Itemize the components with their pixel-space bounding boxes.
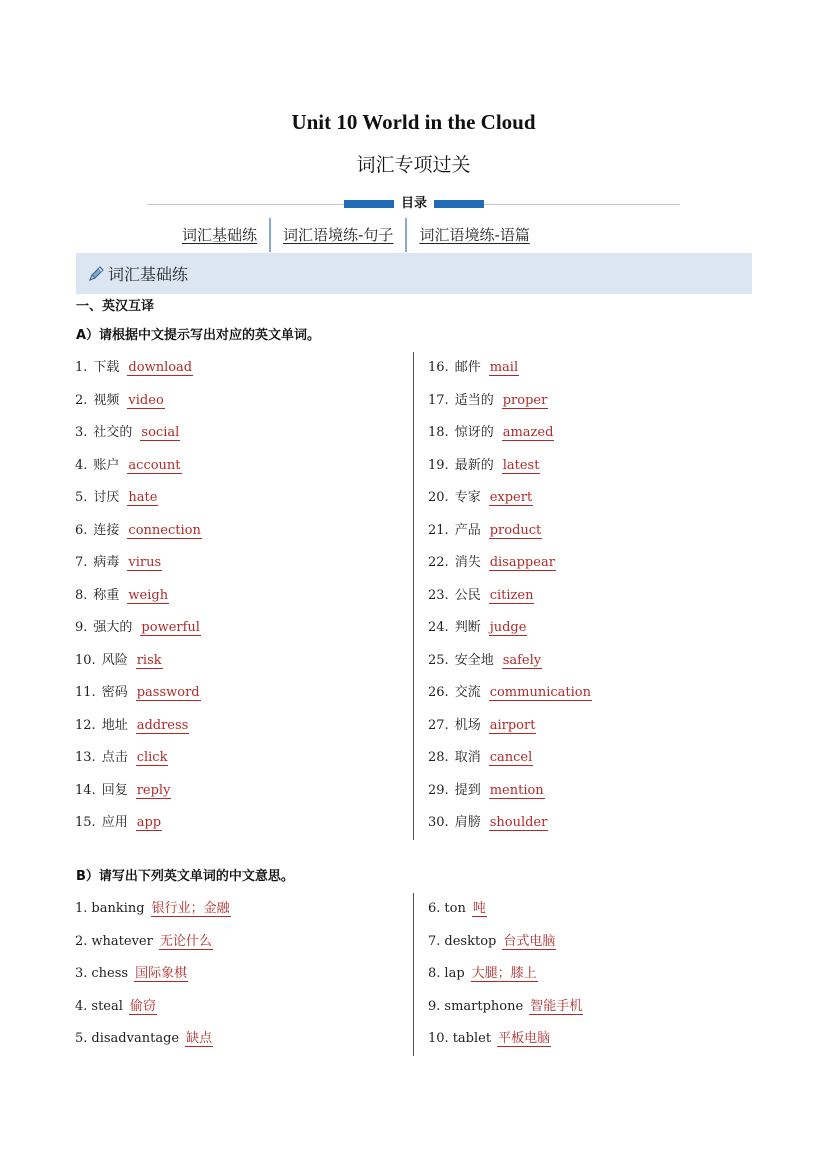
english-answer: video [128,392,164,408]
item-number: 17. [428,392,449,408]
chinese-prompt: 讨厌 [93,490,120,505]
english-answer: shoulder [489,815,548,830]
english-answer: powerful [141,620,200,635]
english-answer: safely [502,652,542,668]
list-item [428,456,540,476]
chinese-prompt: 安全地 [454,652,494,668]
list-item [428,813,548,833]
item-number: 24. [428,620,449,635]
english-word: ton [444,901,466,916]
item-number: 9. [75,620,88,635]
english-answer: expert [489,490,533,505]
chinese-prompt: 风险 [101,652,128,668]
page-title: Unit 10 World in the Cloud [291,110,536,134]
list-item [428,716,536,736]
item-number: 14. [75,782,96,798]
item-number: 21. [428,522,449,538]
list-item [75,748,168,768]
english-answer: cancel [489,750,533,765]
chinese-prompt: 肩膀 [454,815,481,830]
toc-link-passage[interactable]: 词汇语境练-语篇 [419,226,530,244]
item-number: 10. [428,1031,449,1046]
item-number: 4. [75,998,88,1014]
english-word: whatever [91,933,153,949]
list-item [428,358,519,378]
english-word: tablet [452,1031,492,1046]
section-header [76,253,752,294]
toc-label: 目录 [394,195,434,212]
list-item [75,358,193,378]
chinese-prompt: 最新的 [454,457,494,473]
english-answer: disappear [489,555,555,570]
list-item [75,618,201,638]
english-answer: mention [489,782,544,798]
english-answer: reply [136,782,171,798]
english-answer: product [489,522,542,538]
section-title: 词汇基础练 [108,265,189,284]
part-a-heading: A）请根据中文提示写出对应的英文单词。 [76,328,321,343]
english-answer: latest [502,457,540,473]
chinese-prompt: 适当的 [454,392,494,408]
item-number: 8. [428,966,441,981]
chinese-answer: 缺点 [186,1031,213,1046]
chinese-prompt: 专家 [454,490,481,505]
list-item [75,1029,213,1049]
list-item [75,391,165,411]
english-answer: social [141,425,180,440]
chinese-answer: 无论什么 [159,933,212,949]
item-number: 7. [428,933,441,949]
chinese-answer: 银行业；金融 [151,901,230,916]
item-number: 29. [428,782,449,798]
list-item [75,586,169,606]
list-item [428,586,534,606]
chinese-answer: 大腿；膝上 [471,966,537,981]
list-item [428,748,533,768]
item-number: 27. [428,717,449,733]
chinese-prompt: 视频 [93,392,120,408]
english-answer: password [136,685,200,700]
list-item [75,651,163,671]
english-word: desktop [444,933,497,949]
item-number: 28. [428,750,449,765]
chinese-prompt: 强大的 [93,620,133,635]
item-number: 15. [75,815,96,830]
item-number: 18. [428,425,449,440]
pencil-icon [86,264,106,284]
item-number: 6. [75,522,88,538]
chinese-prompt: 地址 [101,717,128,733]
chinese-answer: 平板电脑 [498,1031,551,1046]
list-item [428,391,548,411]
item-number: 16. [428,360,449,375]
chinese-prompt: 机场 [454,717,481,733]
list-item [75,932,213,952]
chinese-prompt: 判断 [454,620,481,635]
list-item [428,423,554,443]
chinese-prompt: 回复 [101,782,128,798]
list-item [75,521,202,541]
english-answer: citizen [489,587,534,603]
list-item [428,932,556,952]
chinese-prompt: 称重 [93,587,120,603]
item-number: 9. [428,998,441,1014]
list-item [428,553,556,573]
list-item [428,521,542,541]
chinese-answer: 吨 [472,901,486,916]
english-answer: hate [128,490,158,505]
item-number: 2. [75,933,88,949]
chinese-prompt: 点击 [101,750,128,765]
english-word: chess [91,966,129,981]
english-answer: judge [489,620,527,635]
list-item [75,683,201,703]
english-answer: airport [489,717,536,733]
chinese-prompt: 提到 [454,782,481,798]
item-number: 20. [428,490,449,505]
chinese-prompt: 社交的 [93,425,133,440]
list-item [428,964,538,984]
list-item [428,683,592,703]
list-item [75,553,162,573]
english-word: lap [444,966,465,981]
chinese-prompt: 产品 [454,522,481,538]
item-number: 3. [75,966,88,981]
list-item [428,651,542,671]
item-number: 7. [75,555,88,570]
english-answer: click [136,750,168,765]
chinese-prompt: 账户 [93,457,120,473]
english-word: disadvantage [91,1031,180,1046]
english-word: smartphone [444,998,524,1014]
list-item [75,899,231,919]
english-answer: weigh [128,587,169,603]
english-answer: download [128,360,193,375]
list-item [75,813,162,833]
toc-links [170,218,680,252]
chinese-answer: 偷窃 [129,998,156,1014]
english-word: steal [91,998,123,1014]
item-number: 8. [75,587,88,603]
list-item [75,997,157,1017]
item-number: 1. [75,901,88,916]
list-item [428,488,533,508]
chinese-prompt: 下载 [93,360,120,375]
chinese-prompt: 密码 [101,685,128,700]
item-number: 13. [75,750,96,765]
chinese-answer: 台式电脑 [503,933,556,949]
english-answer: account [128,457,181,473]
english-answer: communication [489,685,591,700]
item-number: 3. [75,425,88,440]
item-number: 25. [428,652,449,668]
chinese-prompt: 取消 [454,750,481,765]
item-number: 11. [75,685,96,700]
part-one-heading: 一、英汉互译 [76,299,155,314]
chinese-prompt: 惊讶的 [454,425,494,440]
english-answer: app [136,815,162,830]
chinese-answer: 智能手机 [530,998,583,1014]
item-number: 10. [75,652,96,668]
item-number: 5. [75,1031,88,1046]
toc-link-sentence[interactable]: 词汇语境练-句子 [283,226,394,244]
chinese-prompt: 应用 [101,815,128,830]
page-subtitle: 词汇专项过关 [356,154,471,176]
list-item [428,781,545,801]
item-number: 1. [75,360,88,375]
english-word: banking [91,901,145,916]
list-item [75,456,182,476]
chinese-prompt: 公民 [454,587,481,603]
item-number: 4. [75,457,88,473]
english-answer: amazed [502,425,554,440]
list-item [75,488,158,508]
chinese-prompt: 病毒 [93,555,120,570]
list-item [75,781,171,801]
english-answer: virus [128,555,162,570]
chinese-prompt: 消失 [454,555,481,570]
list-item [75,964,188,984]
item-number: 2. [75,392,88,408]
list-item [428,618,527,638]
toc-link-basic[interactable]: 词汇基础练 [182,226,258,244]
english-answer: proper [502,392,548,408]
list-item [428,1029,551,1049]
chinese-prompt: 交流 [454,685,481,700]
item-number: 22. [428,555,449,570]
item-number: 12. [75,717,96,733]
english-answer: mail [489,360,519,375]
item-number: 30. [428,815,449,830]
item-number: 5. [75,490,88,505]
item-number: 23. [428,587,449,603]
list-item [75,716,189,736]
english-answer: address [136,717,189,733]
list-item [428,997,583,1017]
item-number: 26. [428,685,449,700]
chinese-prompt: 邮件 [454,360,481,375]
column-divider [413,893,414,1056]
column-divider [413,352,414,840]
item-number: 19. [428,457,449,473]
part-b-heading: B）请写出下列英文单词的中文意思。 [76,869,294,884]
list-item [428,899,487,919]
chinese-prompt: 连接 [93,522,120,538]
english-answer: connection [128,522,201,538]
english-answer: risk [136,652,162,668]
item-number: 6. [428,901,441,916]
list-item [75,423,180,443]
chinese-answer: 国际象棋 [135,966,188,981]
